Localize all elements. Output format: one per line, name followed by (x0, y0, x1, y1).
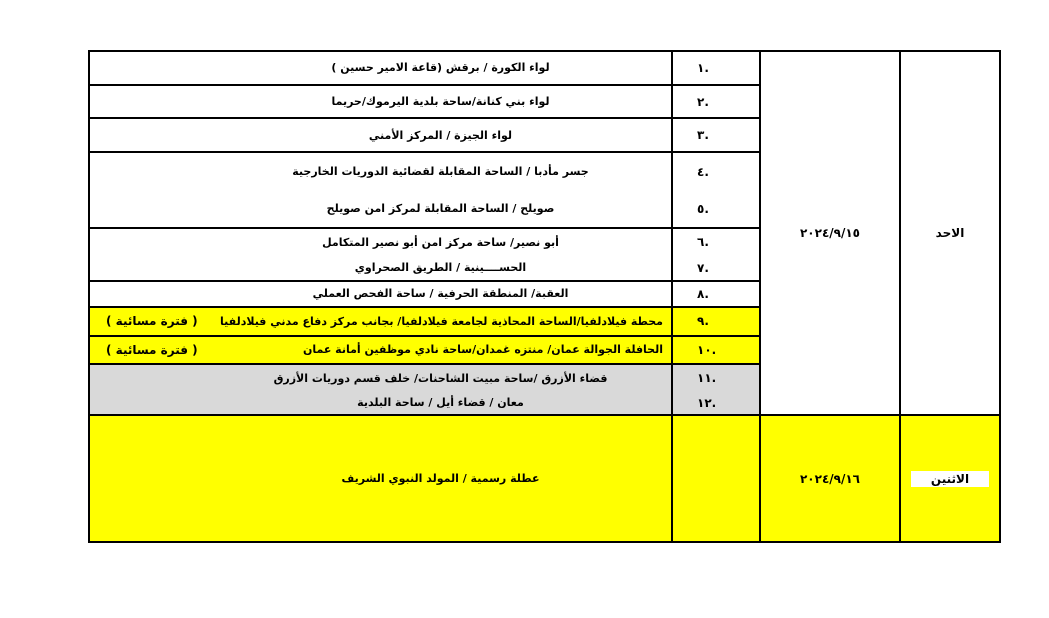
location-cell (89, 191, 672, 228)
location-cell (89, 256, 672, 280)
row-number: .٨ (672, 281, 760, 308)
table-row (89, 51, 1000, 85)
location-text: قضاء الأزرق /ساحة مبيت الشاحنات/ خلف قسم دوريات الأزرق (273, 371, 608, 385)
location-text: أبو نصير/ ساحة مركز امن أبو نصير المتكامل (322, 235, 559, 249)
location-text: لواء الكورة / برقش (قاعة الامير حسين ) (331, 61, 550, 75)
date-cell (760, 51, 900, 415)
row-number: .٤ (672, 152, 760, 191)
location-text: جسر مأدبا / الساحة المقابلة لقضائية الدوريات الخارجية (292, 165, 589, 179)
row-number: .٥ (672, 191, 760, 228)
location-content (98, 343, 663, 357)
row-number: .١٢ (672, 391, 760, 415)
row-number-empty (672, 415, 760, 542)
evening-period-label: ( فترة مسائية ) (106, 342, 198, 357)
location-cell (89, 85, 672, 119)
location-cell (89, 391, 672, 415)
location-content (98, 314, 663, 328)
location-text: صويلح / الساحة المقابلة لمركز امن صويلح (326, 202, 555, 216)
location-text: لواء بني كنانة/ساحة بلدية اليرموك/حريما (331, 95, 550, 108)
location-text: لواء الجيزة / المركز الأمني (368, 128, 513, 142)
schedule-table (88, 50, 1001, 543)
location-cell (89, 51, 672, 85)
day-label: الاحد (935, 226, 965, 241)
date-label: ٢٠٢٤/٩/١٥ (799, 226, 861, 241)
holiday-text: عطلة رسمية / المولد النبوي الشريف (341, 472, 540, 486)
table-row (89, 415, 1000, 542)
location-text: الحســــينية / الطريق الصحراوي (354, 261, 527, 275)
row-number: .١١ (672, 364, 760, 391)
date-cell (760, 415, 900, 542)
date-label: ٢٠٢٤/٩/١٦ (799, 471, 861, 486)
location-cell (89, 281, 672, 308)
schedule-body (89, 51, 1000, 542)
location-text: معان / قضاء أيل / ساحة البلدية (357, 396, 524, 410)
location-cell (89, 307, 672, 336)
location-cell (89, 364, 672, 391)
location-text: العقبة/ المنطقة الحرفية / ساحة الفحص العملي (312, 287, 569, 301)
evening-period-label: ( فترة مسائية ) (106, 314, 198, 329)
location-cell (89, 152, 672, 191)
holiday-cell (89, 415, 672, 542)
row-number: .٩ (672, 307, 760, 336)
day-cell (900, 415, 1000, 542)
location-text: الحافلة الجوالة عمان/ منتزه غمدان/ساحة نادي موظفين أمانة عمان (302, 343, 663, 357)
location-cell (89, 228, 672, 257)
day-label: الاثنين (911, 471, 989, 487)
row-number: .١ (672, 51, 760, 85)
row-number: .١٠ (672, 336, 760, 365)
row-number: .٢ (672, 85, 760, 119)
day-cell (900, 51, 1000, 415)
row-number: .٧ (672, 256, 760, 280)
location-cell (89, 336, 672, 365)
location-cell (89, 118, 672, 152)
location-text: محطة فيلادلفيا/الساحة المحاذية لجامعة فيلادلفيا/ بجانب مركز دفاع مدني فيلادلفيا (220, 314, 663, 328)
row-number: .٣ (672, 118, 760, 152)
row-number: .٦ (672, 228, 760, 257)
